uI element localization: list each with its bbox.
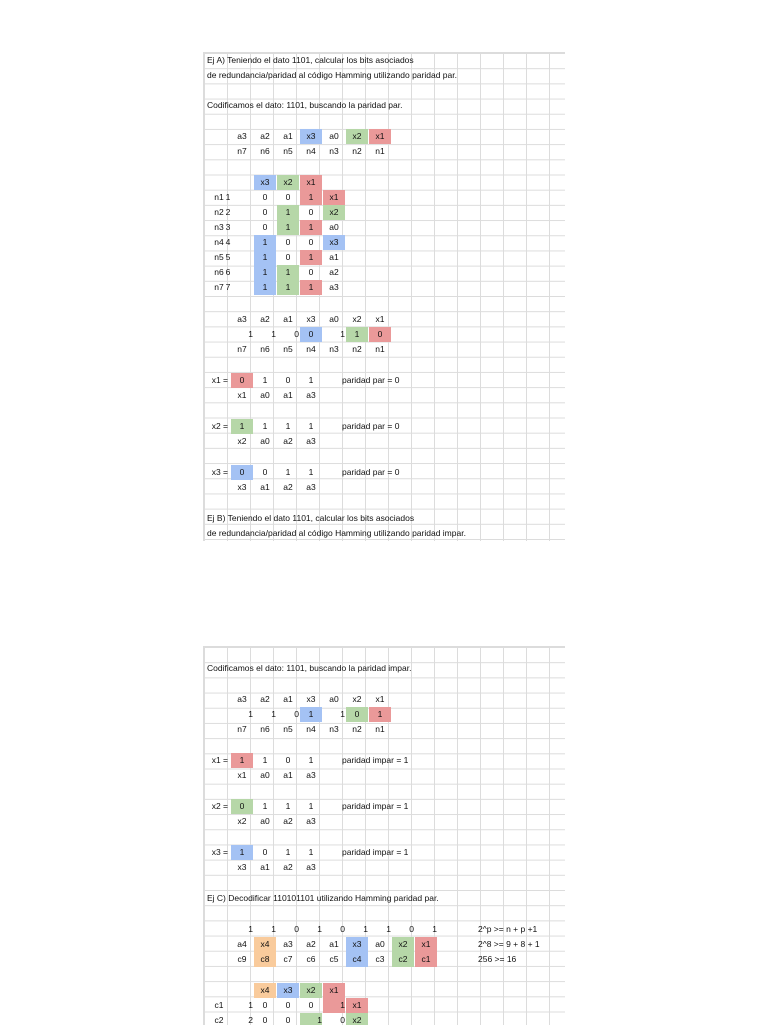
cell-highlight: 1 (231, 753, 253, 768)
cell: 2 (248, 1015, 253, 1025)
cell: n7 (237, 146, 247, 156)
parity-note: paridad impar = 1 (342, 847, 409, 857)
cell-x2: x2 (300, 983, 322, 998)
cell-tag: a3 (329, 282, 339, 292)
cell-highlight: 0 (231, 799, 253, 814)
cell: n3 (329, 344, 339, 354)
cell: 1 (248, 329, 253, 339)
cell-highlight: 1 (323, 998, 345, 1013)
cell: 3 (225, 222, 231, 232)
cell: 0 (262, 207, 268, 217)
cell: 0 (285, 755, 291, 765)
heading-b-line1: Ej B) Teniendo el dato 1101, calcular los bits asociados (207, 513, 415, 523)
cell: x2 (237, 436, 247, 446)
cell: 0 (262, 1000, 268, 1010)
cell: 1 (363, 924, 368, 934)
cell: 1 (285, 421, 291, 431)
cell: n5 (283, 724, 293, 734)
parity-note: paridad impar = 1 (342, 801, 409, 811)
cell-tag: x2 (323, 205, 345, 220)
cell: x1 (375, 314, 385, 324)
cell: x2 (352, 314, 362, 324)
cell: 0 (285, 192, 291, 202)
cell: x3 (237, 482, 247, 492)
cell-x3: x3 (254, 175, 276, 190)
cell: n1 (375, 724, 385, 734)
cell: a1 (260, 482, 270, 492)
cell: 0 (262, 192, 268, 202)
cell-x2-value: 0 (346, 707, 368, 722)
cell: 1 (248, 924, 253, 934)
cell: a1 (283, 770, 293, 780)
cell: c6 (306, 954, 316, 964)
cell-highlight: 1 (300, 220, 322, 235)
cell: 1 (308, 467, 314, 477)
cell: a0 (375, 939, 385, 949)
cell-c4: c4 (346, 952, 368, 967)
cell: a2 (260, 314, 270, 324)
cell-highlight: 1 (254, 265, 276, 280)
cell: n4 (306, 724, 316, 734)
cell: a0 (329, 694, 339, 704)
parity-note: paridad par = 0 (342, 467, 400, 477)
cell-c8: c8 (254, 952, 276, 967)
cell: 0 (308, 207, 314, 217)
cell-highlight: 1 (231, 419, 253, 434)
cell: a0 (260, 770, 270, 780)
cell-label: x1 = (211, 375, 228, 385)
cell: a0 (329, 314, 339, 324)
cell: 0 (262, 1015, 268, 1025)
cell: x1 (237, 770, 247, 780)
cell: 0 (285, 237, 291, 247)
cell: x1 (237, 390, 247, 400)
cell-highlight: 1 (300, 190, 322, 205)
cell: n2 (352, 146, 362, 156)
cell-highlight: 1 (300, 1013, 322, 1025)
cell: 0 (262, 467, 268, 477)
heading-a-line1: Ej A) Teniendo el dato 1101, calcular los bits asociados (207, 55, 414, 65)
cell-highlight: 1 (277, 280, 299, 295)
cell-x3-value: 0 (300, 327, 322, 342)
cell: x2 (237, 816, 247, 826)
cell: c2 (214, 1015, 224, 1025)
cell-x1-value: 0 (369, 327, 391, 342)
cell-c1: c1 (415, 952, 437, 967)
cell-highlight: 0 (231, 373, 253, 388)
cell: 0 (308, 267, 314, 277)
cell: a0 (260, 436, 270, 446)
cell: a2 (260, 131, 270, 141)
cell: a3 (237, 314, 247, 324)
cell: 1 (271, 329, 276, 339)
cell: n1 (375, 344, 385, 354)
cell: a3 (237, 694, 247, 704)
cell: 0 (294, 924, 299, 934)
intro-b: Codificamos el dato: 1101, buscando la paridad impar. (207, 663, 412, 673)
cell: a3 (283, 939, 293, 949)
cell: 1 (308, 755, 314, 765)
cell: n7 (214, 282, 224, 292)
cell: a2 (306, 939, 316, 949)
cell-label: x3 = (211, 847, 228, 857)
cell: n1 (375, 146, 385, 156)
cell: 1 (248, 1000, 253, 1010)
cell: n3 (329, 146, 339, 156)
cell: n3 (214, 222, 224, 232)
cell: 1 (262, 801, 268, 811)
cell: 1 (308, 375, 314, 385)
parity-note: paridad impar = 1 (342, 755, 409, 765)
cell: 0 (285, 1015, 291, 1025)
cell-label: x3 = (211, 467, 228, 477)
cell: n4 (306, 344, 316, 354)
cell: 0 (285, 375, 291, 385)
cell: 0 (308, 1000, 314, 1010)
cell: c5 (329, 954, 339, 964)
cell: n6 (260, 146, 270, 156)
cell: a0 (260, 816, 270, 826)
cell-highlight: 1 (254, 250, 276, 265)
cell: c1 (214, 1000, 224, 1010)
cell: x2 (352, 694, 362, 704)
parity-note: paridad par = 0 (342, 375, 400, 385)
cell: 4 (225, 237, 231, 247)
spreadsheet-section-a (203, 52, 565, 541)
cell-tag: a2 (329, 267, 339, 277)
cell: n5 (214, 252, 224, 262)
cell-tag: x1 (346, 998, 368, 1013)
cell: 0 (340, 924, 345, 934)
cell: x3 (237, 862, 247, 872)
cell: a1 (283, 694, 293, 704)
cell-x2: x2 (392, 937, 414, 952)
intro-a: Codificamos el dato: 1101, buscando la paridad par. (207, 100, 403, 110)
cell: a1 (283, 314, 293, 324)
parity-note: paridad par = 0 (342, 421, 400, 431)
cell-x1: x1 (300, 175, 322, 190)
cell: 0 (294, 329, 299, 339)
cell: 7 (225, 282, 231, 292)
formula-line: 2^8 >= 9 + 8 + 1 (478, 939, 540, 949)
cell: 1 (262, 375, 268, 385)
cell: a3 (306, 770, 316, 780)
cell-x3: x3 (300, 129, 322, 144)
cell: 0 (308, 237, 314, 247)
cell: 0 (285, 252, 291, 262)
cell-highlight: 1 (300, 280, 322, 295)
cell: n3 (329, 724, 339, 734)
cell-label: x2 = (211, 421, 228, 431)
cell-x3-value: 1 (300, 707, 322, 722)
cell: a3 (306, 436, 316, 446)
cell: x3 (306, 694, 316, 704)
cell-x4: x4 (254, 983, 276, 998)
cell: c7 (283, 954, 293, 964)
cell: n7 (237, 344, 247, 354)
cell: 1 (340, 709, 345, 719)
cell: n7 (237, 724, 247, 734)
cell: a3 (306, 862, 316, 872)
cell: c9 (237, 954, 247, 964)
cell: 1 (271, 709, 276, 719)
formula-line: 2^p >= n + p +1 (478, 924, 538, 934)
cell-highlight: 1 (300, 250, 322, 265)
cell: n2 (352, 724, 362, 734)
cell-highlight: 1 (277, 265, 299, 280)
cell: 1 (340, 329, 345, 339)
cell: 1 (285, 801, 291, 811)
cell: a3 (306, 482, 316, 492)
cell: 1 (317, 924, 322, 934)
cell: n5 (283, 344, 293, 354)
heading-a-line2: de redundancia/paridad al código Hamming utilizando paridad par. (207, 70, 457, 80)
cell: a3 (306, 390, 316, 400)
cell: n5 (283, 146, 293, 156)
cell-x2-value: 1 (346, 327, 368, 342)
cell-highlight: 1 (277, 220, 299, 235)
cell: n4 (306, 146, 316, 156)
formula-line: 256 >= 16 (478, 954, 517, 964)
cell: c3 (375, 954, 385, 964)
cell-x3: x3 (277, 983, 299, 998)
cell: 2 (225, 207, 231, 217)
cell-tag: x3 (323, 235, 345, 250)
cell: n6 (214, 267, 224, 277)
cell-tag: a1 (329, 252, 339, 262)
cell: n2 (352, 344, 362, 354)
cell: a2 (283, 482, 293, 492)
cell-label: x1 = (211, 755, 228, 765)
cell: 1 (285, 467, 291, 477)
cell: 6 (225, 267, 231, 277)
cell: a3 (237, 131, 247, 141)
cell: a0 (260, 390, 270, 400)
spreadsheet-section-b-c (203, 646, 565, 1025)
cell: 1 (308, 847, 314, 857)
cell-c2: c2 (392, 952, 414, 967)
cell: a2 (283, 436, 293, 446)
cell: a3 (306, 816, 316, 826)
cell-highlight: 1 (231, 845, 253, 860)
cell-x3: x3 (346, 937, 368, 952)
cell: 1 (285, 847, 291, 857)
cell: n4 (214, 237, 224, 247)
cell: 0 (340, 1015, 345, 1025)
cell: a2 (283, 862, 293, 872)
cell-tag: x2 (346, 1013, 368, 1025)
cell: a4 (237, 939, 247, 949)
cell: 1 (308, 801, 314, 811)
cell-x4: x4 (254, 937, 276, 952)
cell: 0 (262, 222, 268, 232)
cell: a1 (283, 390, 293, 400)
cell: 1 (248, 709, 253, 719)
cell-tag: a0 (329, 222, 339, 232)
cell: a1 (260, 862, 270, 872)
cell: x1 (375, 694, 385, 704)
cell: 0 (409, 924, 414, 934)
cell-x1: x1 (415, 937, 437, 952)
cell: 1 (262, 755, 268, 765)
cell: n2 (214, 207, 224, 217)
cell: 1 (432, 924, 437, 934)
cell: a0 (329, 131, 339, 141)
cell: a1 (283, 131, 293, 141)
cell-x1: x1 (369, 129, 391, 144)
cell-tag: x1 (323, 190, 345, 205)
heading-b-line2: de redundancia/paridad al código Hamming utilizando paridad impar. (207, 528, 466, 538)
cell-x2: x2 (346, 129, 368, 144)
cell-x1: x1 (323, 983, 345, 998)
cell: 1 (386, 924, 391, 934)
cell: 1 (271, 924, 276, 934)
cell: a1 (329, 939, 339, 949)
cell: 0 (262, 847, 268, 857)
cell: 1 (308, 421, 314, 431)
cell-x2: x2 (277, 175, 299, 190)
heading-c: Ej C) Decodificar 110101101 utilizando Hamming paridad par. (207, 893, 439, 903)
cell: 1 (225, 192, 231, 202)
cell: 0 (294, 709, 299, 719)
cell-label: x2 = (211, 801, 228, 811)
cell-highlight: 0 (231, 465, 253, 480)
cell: x3 (306, 314, 316, 324)
cell: n1 (214, 192, 224, 202)
cell: 1 (262, 421, 268, 431)
cell: n6 (260, 724, 270, 734)
cell: 5 (225, 252, 231, 262)
cell: a2 (283, 816, 293, 826)
cell: 0 (285, 1000, 291, 1010)
cell: n6 (260, 344, 270, 354)
cell-highlight: 1 (254, 280, 276, 295)
cell-x1-value: 1 (369, 707, 391, 722)
cell-highlight: 1 (277, 205, 299, 220)
cell-highlight: 1 (254, 235, 276, 250)
cell: a2 (260, 694, 270, 704)
